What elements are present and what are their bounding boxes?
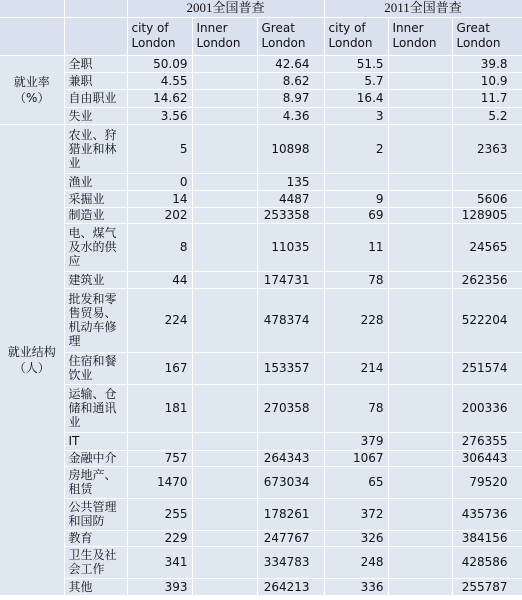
city-2001-value: 255 <box>127 498 192 530</box>
inner-2011-value <box>388 72 452 89</box>
city-2011-value <box>324 173 388 190</box>
great-2001-value: 11035 <box>257 223 324 271</box>
city-2011-value: 3 <box>324 107 388 124</box>
great-2011-value: 5606 <box>452 190 522 207</box>
inner-2001-value <box>192 432 257 450</box>
inner-2001-value <box>192 107 257 124</box>
inner-2011-value <box>388 89 452 107</box>
great-2001-value: 8.97 <box>257 89 324 107</box>
inner-2011-value <box>388 450 452 466</box>
great-2001-value: 264343 <box>257 450 324 466</box>
inner-2011-value <box>388 578 452 595</box>
city-2011-value: 2 <box>324 124 388 173</box>
city-2011-value: 214 <box>324 352 388 384</box>
great-2011-value: 128905 <box>452 207 522 223</box>
city-2001-value: 202 <box>127 207 192 223</box>
inner-2001-value <box>192 384 257 432</box>
col-city-2011: city of London <box>324 17 388 55</box>
row-label: 批发和零 售贸易、 机动车修 理 <box>64 288 127 352</box>
great-2011-value: 262356 <box>452 271 522 288</box>
row-label: 运输、仓 储和通讯 业 <box>64 384 127 432</box>
city-2001-value: 181 <box>127 384 192 432</box>
city-2001-value: 229 <box>127 530 192 546</box>
corner-cell <box>0 0 64 17</box>
row-label: 自由职业 <box>64 89 127 107</box>
city-2001-value: 341 <box>127 546 192 578</box>
inner-2001-value <box>192 223 257 271</box>
city-2011-value: 379 <box>324 432 388 450</box>
great-2001-value: 10898 <box>257 124 324 173</box>
great-2001-value: 673034 <box>257 466 324 498</box>
table-row <box>0 207 522 223</box>
inner-2001-value <box>192 173 257 190</box>
great-2011-value: 255787 <box>452 578 522 595</box>
col-inner-2001: Inner London <box>192 17 257 55</box>
col-great-2011: Great London <box>452 17 522 55</box>
great-2001-value: 174731 <box>257 271 324 288</box>
corner-cell <box>0 17 64 55</box>
great-2001-value: 247767 <box>257 530 324 546</box>
year-2011-header: 2011全国普查 <box>324 0 522 17</box>
great-2011-value: 5.2 <box>452 107 522 124</box>
great-2011-value: 384156 <box>452 530 522 546</box>
great-2011-value: 251574 <box>452 352 522 384</box>
great-2011-value: 200336 <box>452 384 522 432</box>
great-2001-value <box>257 432 324 450</box>
row-label: 教育 <box>64 530 127 546</box>
table-row <box>0 107 522 124</box>
group-employment-structure: 就业结构 （人） <box>0 124 64 595</box>
table-row <box>0 55 522 72</box>
great-2001-value: 334783 <box>257 546 324 578</box>
row-label: 农业、狩 猎业和林 业 <box>64 124 127 173</box>
row-label: IT <box>64 432 127 450</box>
row-label: 全职 <box>64 55 127 72</box>
table-row <box>0 352 522 384</box>
table-row <box>0 124 522 173</box>
great-2011-value: 522204 <box>452 288 522 352</box>
year-2001-header: 2001全国普查 <box>127 0 324 17</box>
city-2011-value: 69 <box>324 207 388 223</box>
col-inner-2011: Inner London <box>388 17 452 55</box>
inner-2011-value <box>388 466 452 498</box>
column-header-row <box>0 17 522 55</box>
inner-2011-value <box>388 124 452 173</box>
city-2001-value: 3.56 <box>127 107 192 124</box>
great-2011-value: 79520 <box>452 466 522 498</box>
table-row <box>0 530 522 546</box>
inner-2011-value <box>388 288 452 352</box>
table-row <box>0 384 522 432</box>
city-2011-value: 78 <box>324 384 388 432</box>
city-2011-value: 336 <box>324 578 388 595</box>
inner-2011-value <box>388 498 452 530</box>
inner-2011-value <box>388 546 452 578</box>
great-2011-value: 435736 <box>452 498 522 530</box>
city-2001-value: 50.09 <box>127 55 192 72</box>
row-label: 金融中介 <box>64 450 127 466</box>
inner-2011-value <box>388 530 452 546</box>
inner-2001-value <box>192 498 257 530</box>
row-label: 其他 <box>64 578 127 595</box>
city-2011-value: 5.7 <box>324 72 388 89</box>
city-2011-value: 78 <box>324 271 388 288</box>
row-label: 建筑业 <box>64 271 127 288</box>
table-row <box>0 271 522 288</box>
city-2011-value: 16.4 <box>324 89 388 107</box>
inner-2011-value <box>388 207 452 223</box>
city-2001-value: 5 <box>127 124 192 173</box>
table-row <box>0 89 522 107</box>
table-row <box>0 190 522 207</box>
inner-2001-value <box>192 72 257 89</box>
city-2001-value: 14 <box>127 190 192 207</box>
great-2001-value: 42.64 <box>257 55 324 72</box>
great-2011-value: 276355 <box>452 432 522 450</box>
inner-2001-value <box>192 578 257 595</box>
table-row <box>0 173 522 190</box>
row-label: 房地产、 租赁 <box>64 466 127 498</box>
inner-2011-value <box>388 190 452 207</box>
inner-2001-value <box>192 352 257 384</box>
great-2001-value: 135 <box>257 173 324 190</box>
table-row <box>0 223 522 271</box>
table-row <box>0 432 522 450</box>
row-label: 兼职 <box>64 72 127 89</box>
city-2001-value: 0 <box>127 173 192 190</box>
inner-2001-value <box>192 288 257 352</box>
city-2001-value: 167 <box>127 352 192 384</box>
city-2001-value: 4.55 <box>127 72 192 89</box>
city-2001-value <box>127 432 192 450</box>
inner-2001-value <box>192 190 257 207</box>
table-row <box>0 450 522 466</box>
group-employment-rate: 就业率 （%） <box>0 55 64 124</box>
city-2011-value: 372 <box>324 498 388 530</box>
inner-2011-value <box>388 271 452 288</box>
row-label: 渔业 <box>64 173 127 190</box>
great-2001-value: 178261 <box>257 498 324 530</box>
great-2011-value <box>452 173 522 190</box>
city-2001-value: 8 <box>127 223 192 271</box>
col-city-2001: city of London <box>127 17 192 55</box>
inner-2011-value <box>388 173 452 190</box>
great-2001-value: 270358 <box>257 384 324 432</box>
inner-2001-value <box>192 89 257 107</box>
inner-2001-value <box>192 207 257 223</box>
inner-2011-value <box>388 384 452 432</box>
row-label: 失业 <box>64 107 127 124</box>
col-great-2001: Great London <box>257 17 324 55</box>
row-label: 住宿和餐 饮业 <box>64 352 127 384</box>
city-2011-value: 11 <box>324 223 388 271</box>
table-row <box>0 288 522 352</box>
inner-2001-value <box>192 466 257 498</box>
corner-label-cell <box>64 17 127 55</box>
inner-2001-value <box>192 55 257 72</box>
inner-2011-value <box>388 55 452 72</box>
great-2001-value: 4487 <box>257 190 324 207</box>
city-2001-value: 1470 <box>127 466 192 498</box>
great-2001-value: 153357 <box>257 352 324 384</box>
great-2001-value: 8.62 <box>257 72 324 89</box>
inner-2011-value <box>388 352 452 384</box>
row-label: 采掘业 <box>64 190 127 207</box>
inner-2001-value <box>192 124 257 173</box>
inner-2011-value <box>388 223 452 271</box>
city-2001-value: 44 <box>127 271 192 288</box>
row-label: 卫生及社 会工作 <box>64 546 127 578</box>
great-2001-value: 4.36 <box>257 107 324 124</box>
table-row <box>0 466 522 498</box>
city-2011-value: 65 <box>324 466 388 498</box>
year-header-row <box>0 0 522 17</box>
great-2011-value: 24565 <box>452 223 522 271</box>
city-2011-value: 1067 <box>324 450 388 466</box>
table-row <box>0 546 522 578</box>
inner-2001-value <box>192 271 257 288</box>
great-2001-value: 253358 <box>257 207 324 223</box>
city-2011-value: 326 <box>324 530 388 546</box>
great-2011-value: 39.8 <box>452 55 522 72</box>
table-row <box>0 498 522 530</box>
city-2011-value: 228 <box>324 288 388 352</box>
great-2011-value: 10.9 <box>452 72 522 89</box>
city-2001-value: 757 <box>127 450 192 466</box>
city-2011-value: 51.5 <box>324 55 388 72</box>
city-2001-value: 224 <box>127 288 192 352</box>
great-2011-value: 428586 <box>452 546 522 578</box>
great-2011-value: 2363 <box>452 124 522 173</box>
inner-2001-value <box>192 530 257 546</box>
table-row <box>0 72 522 89</box>
row-label: 电、煤气 及水的供 应 <box>64 223 127 271</box>
city-2011-value: 248 <box>324 546 388 578</box>
city-2011-value: 9 <box>324 190 388 207</box>
inner-2011-value <box>388 432 452 450</box>
inner-2001-value <box>192 546 257 578</box>
city-2001-value: 393 <box>127 578 192 595</box>
table-row <box>0 578 522 595</box>
row-label: 公共管理 和国防 <box>64 498 127 530</box>
city-2001-value: 14.62 <box>127 89 192 107</box>
corner-label-cell <box>64 0 127 17</box>
great-2011-value: 306443 <box>452 450 522 466</box>
great-2011-value: 11.7 <box>452 89 522 107</box>
row-label: 制造业 <box>64 207 127 223</box>
great-2001-value: 478374 <box>257 288 324 352</box>
inner-2011-value <box>388 107 452 124</box>
inner-2001-value <box>192 450 257 466</box>
great-2001-value: 264213 <box>257 578 324 595</box>
